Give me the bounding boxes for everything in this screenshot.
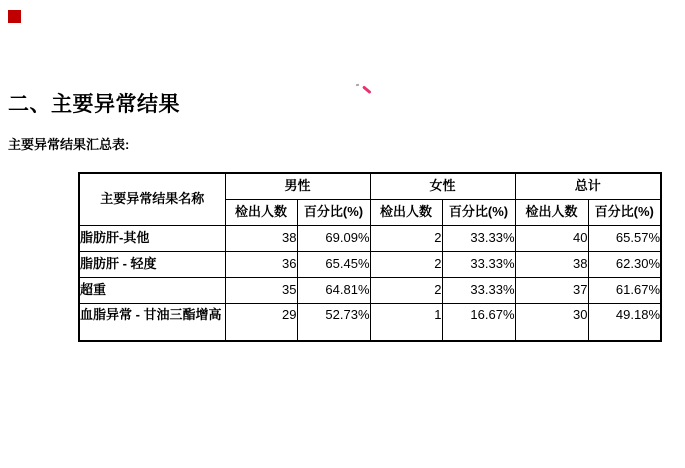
total-percent-cell: 62.30% bbox=[588, 251, 661, 277]
male-count-cell: 38 bbox=[225, 225, 297, 251]
female-percent-cell: 33.33% bbox=[442, 225, 515, 251]
table-row bbox=[79, 225, 661, 251]
header-male-count: 检出人数 bbox=[225, 199, 297, 225]
female-count-cell: 2 bbox=[370, 251, 442, 277]
header-female-group: 女性 bbox=[370, 173, 515, 199]
total-count-cell: 38 bbox=[515, 251, 588, 277]
header-female-percent: 百分比(%) bbox=[442, 199, 515, 225]
female-percent-cell: 33.33% bbox=[442, 277, 515, 303]
table-caption: 主要异常结果汇总表: bbox=[8, 137, 130, 152]
header-total-percent: 百分比(%) bbox=[588, 199, 661, 225]
header-female-count: 检出人数 bbox=[370, 199, 442, 225]
female-count-cell: 2 bbox=[370, 277, 442, 303]
male-count-cell: 29 bbox=[225, 303, 297, 341]
total-percent-cell: 65.57% bbox=[588, 225, 661, 251]
total-count-cell: 37 bbox=[515, 277, 588, 303]
result-name-cell: 脂肪肝 - 轻度 bbox=[79, 251, 225, 277]
header-male-group: 男性 bbox=[225, 173, 370, 199]
female-count-cell: 2 bbox=[370, 225, 442, 251]
table-row bbox=[79, 303, 661, 341]
male-percent-cell: 64.81% bbox=[297, 277, 370, 303]
header-male-percent: 百分比(%) bbox=[297, 199, 370, 225]
header-total-group: 总计 bbox=[515, 173, 661, 199]
result-name-cell: 脂肪肝-其他 bbox=[79, 225, 225, 251]
section-heading: 二、主要异常结果 bbox=[8, 93, 180, 116]
header-group-row bbox=[79, 173, 661, 199]
female-count-cell: 1 bbox=[370, 303, 442, 341]
male-count-cell: 36 bbox=[225, 251, 297, 277]
total-count-cell: 40 bbox=[515, 225, 588, 251]
male-count-cell: 35 bbox=[225, 277, 297, 303]
header-name-column: 主要异常结果名称 bbox=[79, 173, 225, 225]
result-name-cell: 血脂异常 - 甘油三酯增高 bbox=[79, 303, 225, 341]
total-percent-cell: 61.67% bbox=[588, 277, 661, 303]
total-count-cell: 30 bbox=[515, 303, 588, 341]
table-row bbox=[79, 277, 661, 303]
total-percent-cell: 49.18% bbox=[588, 303, 661, 341]
result-name-cell: 超重 bbox=[79, 277, 225, 303]
red-marker-square bbox=[8, 10, 21, 23]
male-percent-cell: 52.73% bbox=[297, 303, 370, 341]
female-percent-cell: 33.33% bbox=[442, 251, 515, 277]
male-percent-cell: 65.45% bbox=[297, 251, 370, 277]
pink-pen-mark bbox=[362, 85, 372, 94]
table-row bbox=[79, 251, 661, 277]
gray-speck bbox=[356, 84, 359, 86]
header-total-count: 检出人数 bbox=[515, 199, 588, 225]
female-percent-cell: 16.67% bbox=[442, 303, 515, 341]
abnormal-results-table bbox=[78, 172, 662, 342]
male-percent-cell: 69.09% bbox=[297, 225, 370, 251]
